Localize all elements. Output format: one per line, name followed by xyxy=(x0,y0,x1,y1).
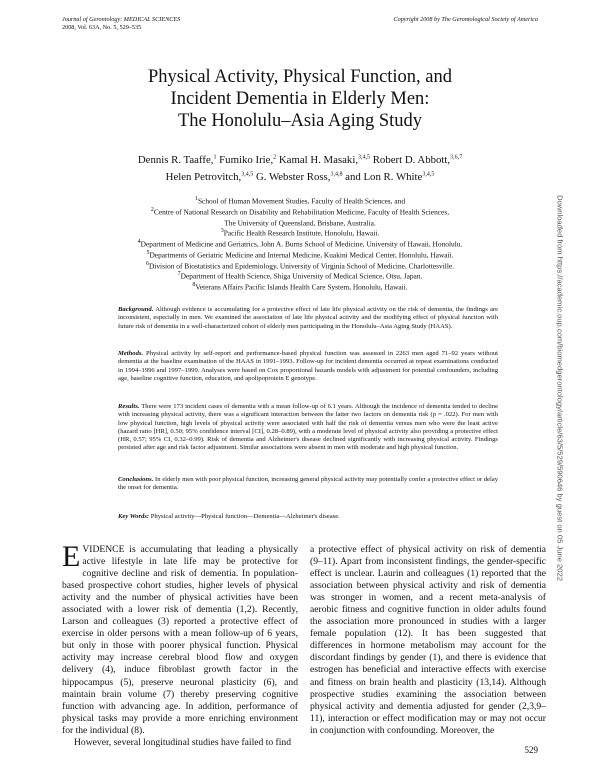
body-paragraph: However, several longitudinal studies have failed to find xyxy=(74,736,292,748)
abstract-heading: Results. xyxy=(118,403,140,410)
affiliation: $^8$Veterans Affairs Pacific Islands Health Care System, Honolulu, Hawaii. xyxy=(192,282,408,292)
abstract-text: Physical activity by self-report and performance-based physical function was assessed in 2263 men aged 71–92 years without dementia at the baseline examination of the HAAS in 1991–1993. Follow-up for incident dementia occurred at repeat examinations conducted in 1994–1996 and 1997–1999. Analyses were based on Cox proportional hazards models with adjustment for potential confounders, including age, baseline cognitive function, education, and apolipoprotein E genotype. xyxy=(118,350,499,382)
key-words xyxy=(118,513,498,521)
affiliation: $^3$Pacific Health Research Institute, Honolulu, Hawaii. xyxy=(220,228,380,238)
key-words-heading: Key Words: xyxy=(118,513,150,520)
author: Helen Petrovitch,$^{3,4,5}$ xyxy=(165,171,254,184)
author: and Lon R. White$^{3,4,5}$ xyxy=(345,171,435,184)
affiliation: $^5$Departments of Geriatric Medicine and Internal Medicine, Kuakini Medical Center, Honolulu, Hawaii. xyxy=(146,249,454,260)
abstract-heading: Background. xyxy=(118,306,154,313)
body-paragraph: a protective effect of physical activity on risk of dementia (9–11). Apart from inconsistent findings, the gender-specific effect is unclear. Laurin and colleagues (1) reported that the association between physical activity and risk of dementia was stronger in women, and a recent meta-analysis of aerobic fitness and cognitive function in older adults found the association more pronounced in studies with a larger female population (12). It has been suggested that differences in hormone metabolism may account for the discordant findings by gender (1), and there is evidence that estrogen has beneficial and interactive effects with exercise and fitness on brain health and plasticity (13,14). Although prospective studies examining the association between physical activity and dementia adjusted for gender (2,3,9–11), interaction or effect modification may or may not occur in conjunction with confounding. Moreover, the xyxy=(310,544,546,736)
abstract-conclusions xyxy=(118,476,498,493)
affiliation: $^4$Department of Medicine and Geriatrics, John A. Burns School of Medicine, University of Hawaii, Honolulu. xyxy=(137,239,463,249)
title-line-3: The Honolulu–Asia Aging Study xyxy=(177,111,423,131)
abstract-text: There were 173 incident cases of dementia with a mean follow-up of 6.1 years. Although the incidence of dementia tended to decline with increasing physical activity, there was a significant interaction between the latter two factors on dementia risk (p = .022). For men with low physical function, high levels of physical activity were associated with half the risk of dementia versus men who were the least active (hazard ratio [HR], 0.50; 95% confidence interval [CI], 0.28–0.89), with a moderate level of physical activity also providing a protective effect (HR, 0.57; 95% CI, 0.32–0.99). Risk of dementia and Alzheimer's disease declined significantly with increasing physical activity. Findings persisted after age and risk factor adjustment. Similar associations were absent in men with moderate and high physical function. xyxy=(118,403,499,452)
article-title xyxy=(60,66,540,132)
affiliation-list xyxy=(90,195,510,292)
affiliation: The University of Queensland, Brisbane, Australia. xyxy=(224,218,376,227)
key-words-text: Physical activity—Physical function—Dementia—Alzheimer's disease. xyxy=(150,513,340,520)
abstract-results xyxy=(118,403,498,453)
affiliation: $^7$Department of Health Science, Shiga University of Medical Science, Otsu, Japan. xyxy=(177,271,423,281)
page-number: 529 xyxy=(524,745,538,755)
author: Robert D. Abbott,$^{3,6,7}$ xyxy=(372,153,463,166)
abstract-text: In elderly men with poor physical function, increasing general physical activity may potentially confer a protective effect or delay the onset for dementia. xyxy=(118,476,499,492)
abstract-methods xyxy=(118,350,498,383)
title-line-2: Incident Dementia in Elderly Men: xyxy=(170,89,430,109)
author-line-1 xyxy=(80,150,520,168)
journal-volume: 2008, Vol. 63A, No. 5, 529–535 xyxy=(62,23,142,31)
author: Fumiko Irie,$^2$ xyxy=(219,153,277,166)
author-list xyxy=(80,150,520,185)
title-line-1: Physical Activity, Physical Function, and xyxy=(147,67,453,87)
author-line-2 xyxy=(80,168,520,186)
journal-header xyxy=(62,16,180,31)
affiliation: $^1$School of Human Movement Studies, Faculty of Health Sciences, and xyxy=(194,196,406,206)
journal-name: Journal of Gerontology: MEDICAL SCIENCES xyxy=(62,16,181,23)
affiliation: $^2$Centre of National Research on Disability and Rehabilitation Medicine, Faculty of Health Sciences, xyxy=(150,206,450,217)
author: Kamal H. Masaki,$^{3,4,5}$ xyxy=(278,153,371,166)
body-paragraph: EVIDENCE is accumulating that leading a physically active lifestyle in late life may be protective for cognitive decline and risk of dementia. In population-based prospective cohort studies, higher levels of physical activity and the number of physical activities have been associated with a lower risk of dementia (1,2). Recently, Larson and colleagues (3) reported a protective effect of exercise in older persons with a mean follow-up of 6 years, but only in those with poorer physical function. Physical activity may increase cerebral blood flow and oxygen delivery (4), induce fibroblast growth factor in the hippocampus (5), preserve neuronal plasticity (6), and maintain brain volume (7) thereby preserving cognitive function with advancing age. In addition, performance of physical tasks may provide a more enriching environment for the individual (8). xyxy=(62,540,298,736)
copyright-notice: Copyright 2008 by The Gerontological Society of America xyxy=(393,16,538,23)
author: G. Webster Ross,$^{3,4,8}$ xyxy=(255,171,343,184)
abstract-text: Although evidence is accumulating for a protective effect of late life physical activity on the risk of dementia, the findings are inconsistent, especially in men. We examined the association of late life physical activity and the modifying effect of physical function with future risk of dementia in a well-characterized cohort of elderly men participating in the Honolulu–Asia Aging Study (HAAS). xyxy=(118,306,498,330)
body-column-right xyxy=(310,544,546,737)
abstract-heading: Methods. xyxy=(118,350,144,357)
abstract-background xyxy=(118,306,498,331)
affiliation: $^6$Division of Biostatistics and Epidemiology, University of Virginia School of Medicine, Charlottesville. xyxy=(145,260,455,271)
body-column-left xyxy=(62,540,298,749)
abstract-heading: Conclusions. xyxy=(118,476,154,483)
download-notice: Downloaded from https://academic.oup.com/biomedgerontology/article/63/5/529/590646 by guest on 05 June 2022 xyxy=(555,195,565,581)
drop-cap: E xyxy=(62,540,81,573)
author: Dennis R. Taaffe,$^1$ xyxy=(137,153,217,166)
